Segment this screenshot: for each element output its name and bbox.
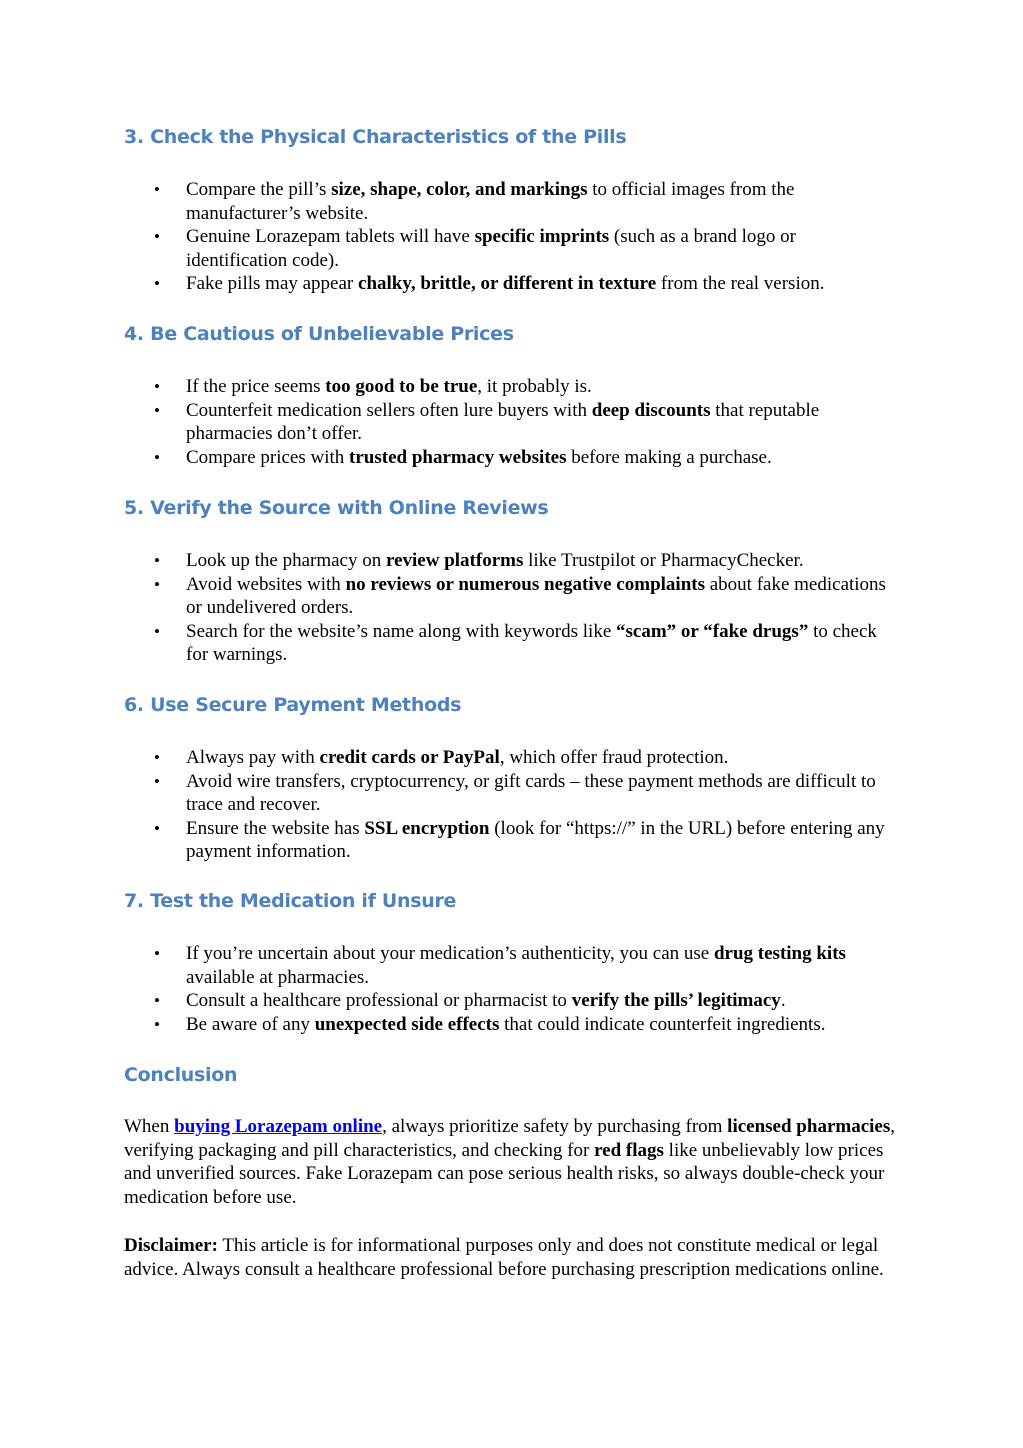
list-item: • Be aware of any unexpected side effects that could indicate counterfeit ingredients. bbox=[124, 1013, 894, 1037]
section-3-heading: 3. Check the Physical Characteristics of the Pills bbox=[124, 126, 627, 148]
buying-lorazepam-link[interactable]: buying Lorazepam online bbox=[174, 1116, 383, 1137]
list-item: • Compare the pill’s size, shape, color, and markings to official images from the manufacturer’s website. bbox=[124, 178, 894, 225]
section-6-heading: 6. Use Secure Payment Methods bbox=[124, 694, 462, 716]
list-item: • Consult a healthcare professional or pharmacist to verify the pills’ legitimacy. bbox=[124, 989, 894, 1013]
section-6-list bbox=[124, 746, 894, 864]
list-item: • Always pay with credit cards or PayPal, which offer fraud protection. bbox=[124, 746, 894, 770]
list-item: • Compare prices with trusted pharmacy websites before making a purchase. bbox=[124, 446, 894, 470]
list-item: • Genuine Lorazepam tablets will have specific imprints (such as a brand logo or identification code). bbox=[124, 225, 894, 272]
section-5-heading: 5. Verify the Source with Online Reviews bbox=[124, 497, 549, 519]
list-item: • Search for the website’s name along with keywords like “scam” or “fake drugs” to check for warnings. bbox=[124, 620, 894, 667]
conclusion-paragraph: When buying Lorazepam online, always prioritize safety by purchasing from licensed pharmacies, verifying packaging and pill characteristics, and checking for red flags like unbelievably low prices and unverified sources. Fake Lorazepam can pose serious health risks, so always double-check your medication before use. bbox=[124, 1116, 895, 1208]
section-4-heading: 4. Be Cautious of Unbelievable Prices bbox=[124, 323, 514, 345]
section-5-list bbox=[124, 549, 894, 667]
list-item: • Counterfeit medication sellers often lure buyers with deep discounts that reputable pharmacies don’t offer. bbox=[124, 399, 894, 446]
list-item: • Ensure the website has SSL encryption (look for “https://” in the URL) before entering any payment information. bbox=[124, 817, 894, 864]
list-item: • Fake pills may appear chalky, brittle, or different in texture from the real version. bbox=[124, 272, 894, 296]
disclaimer-paragraph: Disclaimer: This article is for informational purposes only and does not constitute medical or legal advice. Always consult a healthcare professional before purchasing prescription medications online. bbox=[124, 1235, 884, 1280]
list-item: • If you’re uncertain about your medication’s authenticity, you can use drug testing kits available at pharmacies. bbox=[124, 942, 894, 989]
section-4-list bbox=[124, 375, 894, 469]
list-item: • Avoid websites with no reviews or numerous negative complaints about fake medications or undelivered orders. bbox=[124, 573, 894, 620]
list-item: • Avoid wire transfers, cryptocurrency, or gift cards – these payment methods are difficult to trace and recover. bbox=[124, 770, 894, 817]
disclaimer-label: Disclaimer: bbox=[124, 1235, 218, 1256]
list-item: • If the price seems too good to be true, it probably is. bbox=[124, 375, 894, 399]
section-3-list bbox=[124, 178, 894, 296]
list-item: • Look up the pharmacy on review platforms like Trustpilot or PharmacyChecker. bbox=[124, 549, 894, 573]
conclusion-heading: Conclusion bbox=[124, 1064, 238, 1086]
section-7-heading: 7. Test the Medication if Unsure bbox=[124, 890, 457, 912]
section-7-list bbox=[124, 942, 894, 1036]
